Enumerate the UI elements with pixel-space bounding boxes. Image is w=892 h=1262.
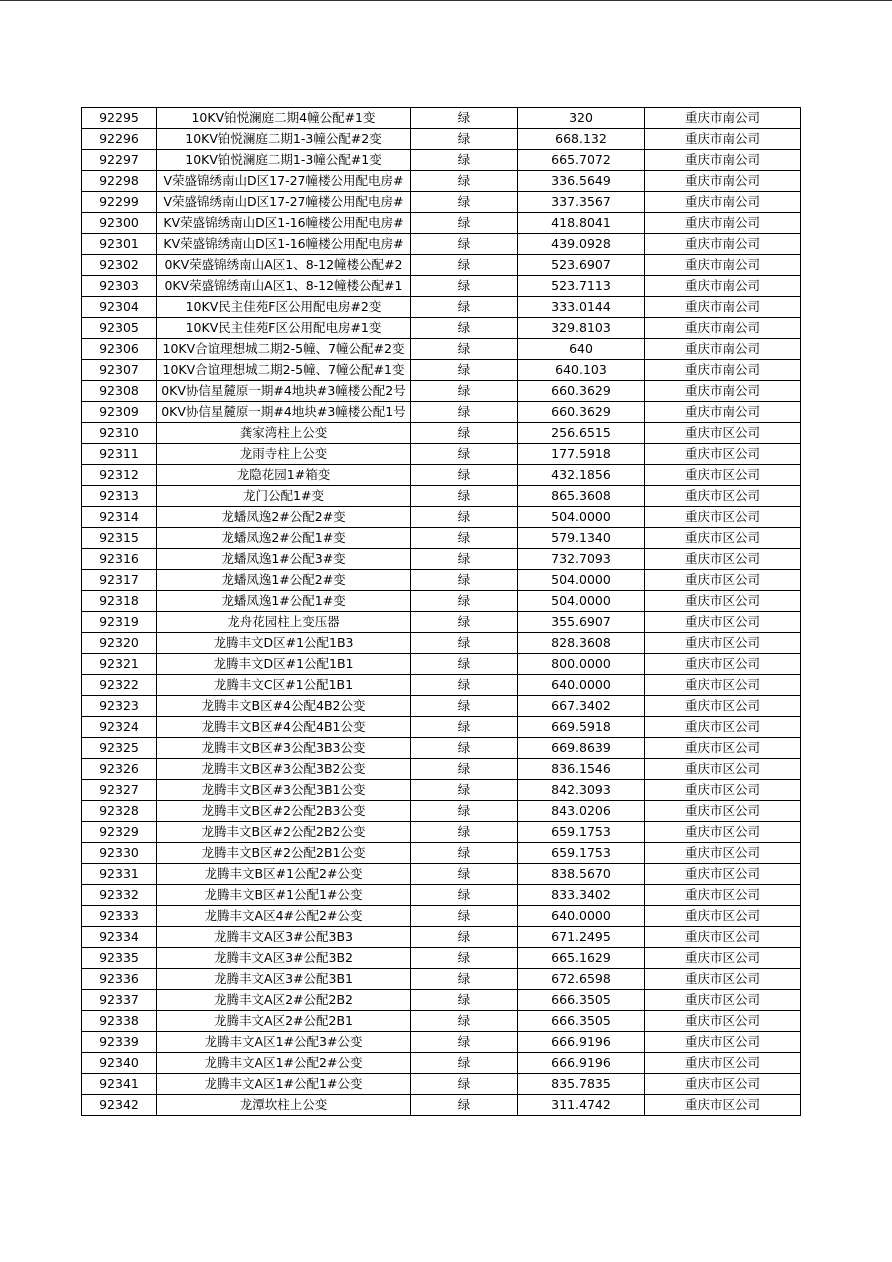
capacity-value-cell: 665.1629 <box>518 948 645 969</box>
capacity-value-cell: 667.3402 <box>518 696 645 717</box>
transformer-name-cell: 0KV荣盛锦绣南山A区1、8-12幢楼公配#1 <box>157 276 411 297</box>
table-row <box>82 213 801 234</box>
status-color-cell: 绿 <box>411 948 518 969</box>
table-row <box>82 381 801 402</box>
status-color-cell: 绿 <box>411 864 518 885</box>
company-cell: 重庆市区公司 <box>645 444 801 465</box>
capacity-value-cell: 504.0000 <box>518 507 645 528</box>
company-cell: 重庆市南公司 <box>645 381 801 402</box>
row-id-cell: 92337 <box>82 990 157 1011</box>
status-color-cell: 绿 <box>411 171 518 192</box>
transformer-name-cell: 10KV铂悦澜庭二期1-3幢公配#1变 <box>157 150 411 171</box>
row-id-cell: 92311 <box>82 444 157 465</box>
transformer-name-cell: V荣盛锦绣南山D区17-27幢楼公用配电房# <box>157 171 411 192</box>
table-row <box>82 717 801 738</box>
row-id-cell: 92313 <box>82 486 157 507</box>
transformer-name-cell: 龙腾丰文D区#1公配1B1 <box>157 654 411 675</box>
table-row <box>82 738 801 759</box>
company-cell: 重庆市区公司 <box>645 969 801 990</box>
row-id-cell: 92332 <box>82 885 157 906</box>
capacity-value-cell: 640.0000 <box>518 906 645 927</box>
status-color-cell: 绿 <box>411 549 518 570</box>
row-id-cell: 92314 <box>82 507 157 528</box>
row-id-cell: 92309 <box>82 402 157 423</box>
transformer-name-cell: 龙雨寺柱上公变 <box>157 444 411 465</box>
row-id-cell: 92342 <box>82 1095 157 1116</box>
row-id-cell: 92305 <box>82 318 157 339</box>
transformer-name-cell: 龙腾丰文A区1#公配1#公变 <box>157 1074 411 1095</box>
capacity-value-cell: 669.8639 <box>518 738 645 759</box>
company-cell: 重庆市区公司 <box>645 864 801 885</box>
status-color-cell: 绿 <box>411 528 518 549</box>
row-id-cell: 92317 <box>82 570 157 591</box>
company-cell: 重庆市区公司 <box>645 675 801 696</box>
capacity-value-cell: 177.5918 <box>518 444 645 465</box>
company-cell: 重庆市区公司 <box>645 1032 801 1053</box>
company-cell: 重庆市区公司 <box>645 1095 801 1116</box>
status-color-cell: 绿 <box>411 717 518 738</box>
row-id-cell: 92307 <box>82 360 157 381</box>
company-cell: 重庆市南公司 <box>645 276 801 297</box>
transformer-name-cell: 龙腾丰文A区1#公配2#公变 <box>157 1053 411 1074</box>
status-color-cell: 绿 <box>411 1011 518 1032</box>
table-row <box>82 780 801 801</box>
status-color-cell: 绿 <box>411 1032 518 1053</box>
transformer-name-cell: 龙腾丰文B区#2公配2B1公变 <box>157 843 411 864</box>
capacity-value-cell: 504.0000 <box>518 591 645 612</box>
transformer-name-cell: 龙腾丰文B区#4公配4B2公变 <box>157 696 411 717</box>
row-id-cell: 92334 <box>82 927 157 948</box>
table-row <box>82 444 801 465</box>
company-cell: 重庆市南公司 <box>645 234 801 255</box>
status-color-cell: 绿 <box>411 465 518 486</box>
status-color-cell: 绿 <box>411 255 518 276</box>
status-color-cell: 绿 <box>411 843 518 864</box>
status-color-cell: 绿 <box>411 780 518 801</box>
row-id-cell: 92303 <box>82 276 157 297</box>
capacity-value-cell: 579.1340 <box>518 528 645 549</box>
company-cell: 重庆市区公司 <box>645 738 801 759</box>
capacity-value-cell: 640 <box>518 339 645 360</box>
table-row <box>82 864 801 885</box>
transformer-name-cell: 龙蟠凤逸1#公配2#变 <box>157 570 411 591</box>
row-id-cell: 92329 <box>82 822 157 843</box>
status-color-cell: 绿 <box>411 822 518 843</box>
status-color-cell: 绿 <box>411 612 518 633</box>
status-color-cell: 绿 <box>411 234 518 255</box>
transformer-name-cell: 10KV合谊理想城二期2-5幢、7幢公配#1变 <box>157 360 411 381</box>
table-row <box>82 885 801 906</box>
table-row <box>82 654 801 675</box>
status-color-cell: 绿 <box>411 318 518 339</box>
row-id-cell: 92295 <box>82 108 157 129</box>
company-cell: 重庆市区公司 <box>645 927 801 948</box>
company-cell: 重庆市区公司 <box>645 507 801 528</box>
capacity-value-cell: 800.0000 <box>518 654 645 675</box>
transformer-name-cell: V荣盛锦绣南山D区17-27幢楼公用配电房# <box>157 192 411 213</box>
company-cell: 重庆市区公司 <box>645 549 801 570</box>
capacity-value-cell: 865.3608 <box>518 486 645 507</box>
table-row <box>82 990 801 1011</box>
row-id-cell: 92341 <box>82 1074 157 1095</box>
row-id-cell: 92315 <box>82 528 157 549</box>
capacity-value-cell: 828.3608 <box>518 633 645 654</box>
status-color-cell: 绿 <box>411 297 518 318</box>
capacity-value-cell: 671.2495 <box>518 927 645 948</box>
company-cell: 重庆市区公司 <box>645 780 801 801</box>
table-row <box>82 360 801 381</box>
status-color-cell: 绿 <box>411 150 518 171</box>
transformer-name-cell: 龙腾丰文A区2#公配2B1 <box>157 1011 411 1032</box>
capacity-value-cell: 640.0000 <box>518 675 645 696</box>
status-color-cell: 绿 <box>411 339 518 360</box>
capacity-value-cell: 669.5918 <box>518 717 645 738</box>
table-row <box>82 129 801 150</box>
transformer-name-cell: 龙腾丰文A区1#公配3#公变 <box>157 1032 411 1053</box>
table-row <box>82 465 801 486</box>
company-cell: 重庆市南公司 <box>645 129 801 150</box>
transformer-name-cell: 0KV荣盛锦绣南山A区1、8-12幢楼公配#2 <box>157 255 411 276</box>
row-id-cell: 92316 <box>82 549 157 570</box>
capacity-value-cell: 355.6907 <box>518 612 645 633</box>
capacity-value-cell: 835.7835 <box>518 1074 645 1095</box>
row-id-cell: 92325 <box>82 738 157 759</box>
transformer-name-cell: 10KV合谊理想城二期2-5幢、7幢公配#2变 <box>157 339 411 360</box>
table-row <box>82 507 801 528</box>
company-cell: 重庆市区公司 <box>645 423 801 444</box>
transformer-name-cell: 10KV铂悦澜庭二期4幢公配#1变 <box>157 108 411 129</box>
company-cell: 重庆市区公司 <box>645 948 801 969</box>
capacity-value-cell: 523.6907 <box>518 255 645 276</box>
transformer-name-cell: 龙腾丰文B区#2公配2B3公变 <box>157 801 411 822</box>
company-cell: 重庆市区公司 <box>645 633 801 654</box>
status-color-cell: 绿 <box>411 360 518 381</box>
transformer-name-cell: KV荣盛锦绣南山D区1-16幢楼公用配电房# <box>157 213 411 234</box>
company-cell: 重庆市区公司 <box>645 465 801 486</box>
company-cell: 重庆市南公司 <box>645 297 801 318</box>
transformer-name-cell: 龙腾丰文A区3#公配3B2 <box>157 948 411 969</box>
status-color-cell: 绿 <box>411 906 518 927</box>
transformer-name-cell: 龙蟠凤逸2#公配2#变 <box>157 507 411 528</box>
table-row <box>82 927 801 948</box>
table-row <box>82 192 801 213</box>
transformer-name-cell: 龙蟠凤逸1#公配1#变 <box>157 591 411 612</box>
company-cell: 重庆市南公司 <box>645 150 801 171</box>
row-id-cell: 92323 <box>82 696 157 717</box>
transformer-name-cell: 龙腾丰文A区2#公配2B2 <box>157 990 411 1011</box>
transformer-name-cell: 龙潭坎柱上公变 <box>157 1095 411 1116</box>
row-id-cell: 92306 <box>82 339 157 360</box>
company-cell: 重庆市区公司 <box>645 570 801 591</box>
status-color-cell: 绿 <box>411 1074 518 1095</box>
capacity-value-cell: 320 <box>518 108 645 129</box>
company-cell: 重庆市区公司 <box>645 843 801 864</box>
capacity-value-cell: 659.1753 <box>518 843 645 864</box>
table-row <box>82 1032 801 1053</box>
row-id-cell: 92339 <box>82 1032 157 1053</box>
row-id-cell: 92299 <box>82 192 157 213</box>
company-cell: 重庆市区公司 <box>645 1011 801 1032</box>
capacity-value-cell: 504.0000 <box>518 570 645 591</box>
transformer-name-cell: 10KV民主佳苑F区公用配电房#2变 <box>157 297 411 318</box>
transformer-name-cell: 龙腾丰文B区#2公配2B2公变 <box>157 822 411 843</box>
table-row <box>82 1011 801 1032</box>
company-cell: 重庆市区公司 <box>645 528 801 549</box>
company-cell: 重庆市区公司 <box>645 885 801 906</box>
table-row <box>82 843 801 864</box>
table-row <box>82 1074 801 1095</box>
transformer-name-cell: 龙腾丰文B区#1公配1#公变 <box>157 885 411 906</box>
company-cell: 重庆市区公司 <box>645 696 801 717</box>
table-row <box>82 612 801 633</box>
company-cell: 重庆市南公司 <box>645 318 801 339</box>
row-id-cell: 92338 <box>82 1011 157 1032</box>
company-cell: 重庆市南公司 <box>645 360 801 381</box>
row-id-cell: 92322 <box>82 675 157 696</box>
transformer-name-cell: 龙腾丰文A区3#公配3B3 <box>157 927 411 948</box>
row-id-cell: 92330 <box>82 843 157 864</box>
transformer-name-cell: 0KV协信星麓原一期#4地块#3幢楼公配1号 <box>157 402 411 423</box>
status-color-cell: 绿 <box>411 108 518 129</box>
capacity-value-cell: 311.4742 <box>518 1095 645 1116</box>
capacity-value-cell: 666.3505 <box>518 1011 645 1032</box>
page-top-rule <box>0 0 892 1</box>
row-id-cell: 92318 <box>82 591 157 612</box>
transformer-name-cell: 龙腾丰文B区#4公配4B1公变 <box>157 717 411 738</box>
row-id-cell: 92324 <box>82 717 157 738</box>
transformer-name-cell: KV荣盛锦绣南山D区1-16幢楼公用配电房# <box>157 234 411 255</box>
status-color-cell: 绿 <box>411 675 518 696</box>
status-color-cell: 绿 <box>411 591 518 612</box>
table-row <box>82 234 801 255</box>
company-cell: 重庆市区公司 <box>645 591 801 612</box>
capacity-value-cell: 842.3093 <box>518 780 645 801</box>
table-row <box>82 1095 801 1116</box>
table-row <box>82 150 801 171</box>
transformer-name-cell: 龙腾丰文B区#3公配3B2公变 <box>157 759 411 780</box>
capacity-value-cell: 672.6598 <box>518 969 645 990</box>
company-cell: 重庆市区公司 <box>645 822 801 843</box>
transformer-name-cell: 龙蟠凤逸2#公配1#变 <box>157 528 411 549</box>
row-id-cell: 92300 <box>82 213 157 234</box>
transformer-name-cell: 10KV民主佳苑F区公用配电房#1变 <box>157 318 411 339</box>
company-cell: 重庆市区公司 <box>645 486 801 507</box>
company-cell: 重庆市区公司 <box>645 759 801 780</box>
status-color-cell: 绿 <box>411 276 518 297</box>
status-color-cell: 绿 <box>411 990 518 1011</box>
capacity-value-cell: 333.0144 <box>518 297 645 318</box>
row-id-cell: 92340 <box>82 1053 157 1074</box>
table-row <box>82 171 801 192</box>
company-cell: 重庆市南公司 <box>645 171 801 192</box>
row-id-cell: 92328 <box>82 801 157 822</box>
row-id-cell: 92327 <box>82 780 157 801</box>
row-id-cell: 92319 <box>82 612 157 633</box>
table-row <box>82 759 801 780</box>
table-row <box>82 948 801 969</box>
capacity-value-cell: 439.0928 <box>518 234 645 255</box>
capacity-value-cell: 336.5649 <box>518 171 645 192</box>
transformer-name-cell: 龚家湾柱上公变 <box>157 423 411 444</box>
status-color-cell: 绿 <box>411 486 518 507</box>
company-cell: 重庆市南公司 <box>645 108 801 129</box>
row-id-cell: 92301 <box>82 234 157 255</box>
table-row <box>82 339 801 360</box>
company-cell: 重庆市南公司 <box>645 213 801 234</box>
transformer-name-cell: 龙腾丰文A区4#公配2#公变 <box>157 906 411 927</box>
company-cell: 重庆市南公司 <box>645 192 801 213</box>
capacity-value-cell: 838.5670 <box>518 864 645 885</box>
row-id-cell: 92333 <box>82 906 157 927</box>
row-id-cell: 92298 <box>82 171 157 192</box>
company-cell: 重庆市区公司 <box>645 1074 801 1095</box>
row-id-cell: 92336 <box>82 969 157 990</box>
status-color-cell: 绿 <box>411 801 518 822</box>
company-cell: 重庆市区公司 <box>645 1053 801 1074</box>
company-cell: 重庆市南公司 <box>645 402 801 423</box>
status-color-cell: 绿 <box>411 654 518 675</box>
transformer-name-cell: 龙隐花园1#箱变 <box>157 465 411 486</box>
row-id-cell: 92296 <box>82 129 157 150</box>
table-row <box>82 591 801 612</box>
status-color-cell: 绿 <box>411 633 518 654</box>
capacity-value-cell: 418.8041 <box>518 213 645 234</box>
table-row <box>82 633 801 654</box>
table-row <box>82 570 801 591</box>
status-color-cell: 绿 <box>411 1095 518 1116</box>
table-row <box>82 801 801 822</box>
row-id-cell: 92335 <box>82 948 157 969</box>
capacity-value-cell: 668.132 <box>518 129 645 150</box>
table-row <box>82 402 801 423</box>
transformer-name-cell: 龙腾丰文D区#1公配1B3 <box>157 633 411 654</box>
capacity-value-cell: 256.6515 <box>518 423 645 444</box>
row-id-cell: 92308 <box>82 381 157 402</box>
capacity-value-cell: 666.9196 <box>518 1053 645 1074</box>
transformer-name-cell: 龙腾丰文C区#1公配1B1 <box>157 675 411 696</box>
table-row <box>82 696 801 717</box>
row-id-cell: 92304 <box>82 297 157 318</box>
status-color-cell: 绿 <box>411 507 518 528</box>
capacity-value-cell: 640.103 <box>518 360 645 381</box>
status-color-cell: 绿 <box>411 402 518 423</box>
company-cell: 重庆市南公司 <box>645 255 801 276</box>
company-cell: 重庆市区公司 <box>645 990 801 1011</box>
transformer-name-cell: 龙舟花园柱上变压器 <box>157 612 411 633</box>
transformer-name-cell: 龙腾丰文A区3#公配3B1 <box>157 969 411 990</box>
table-row <box>82 318 801 339</box>
capacity-value-cell: 660.3629 <box>518 381 645 402</box>
capacity-value-cell: 836.1546 <box>518 759 645 780</box>
capacity-value-cell: 337.3567 <box>518 192 645 213</box>
table-body <box>82 108 801 1116</box>
transformer-name-cell: 10KV铂悦澜庭二期1-3幢公配#2变 <box>157 129 411 150</box>
status-color-cell: 绿 <box>411 696 518 717</box>
table-row <box>82 276 801 297</box>
status-color-cell: 绿 <box>411 381 518 402</box>
transformer-name-cell: 0KV协信星麓原一期#4地块#3幢楼公配2号 <box>157 381 411 402</box>
capacity-value-cell: 660.3629 <box>518 402 645 423</box>
table-row <box>82 675 801 696</box>
table-row <box>82 255 801 276</box>
company-cell: 重庆市区公司 <box>645 906 801 927</box>
table-row <box>82 297 801 318</box>
status-color-cell: 绿 <box>411 927 518 948</box>
company-cell: 重庆市区公司 <box>645 801 801 822</box>
status-color-cell: 绿 <box>411 885 518 906</box>
status-color-cell: 绿 <box>411 969 518 990</box>
status-color-cell: 绿 <box>411 759 518 780</box>
status-color-cell: 绿 <box>411 444 518 465</box>
company-cell: 重庆市区公司 <box>645 717 801 738</box>
status-color-cell: 绿 <box>411 738 518 759</box>
status-color-cell: 绿 <box>411 213 518 234</box>
row-id-cell: 92326 <box>82 759 157 780</box>
table-row <box>82 423 801 444</box>
row-id-cell: 92321 <box>82 654 157 675</box>
transformer-name-cell: 龙腾丰文B区#1公配2#公变 <box>157 864 411 885</box>
status-color-cell: 绿 <box>411 423 518 444</box>
capacity-value-cell: 732.7093 <box>518 549 645 570</box>
table-row <box>82 1053 801 1074</box>
transformer-name-cell: 龙腾丰文B区#3公配3B1公变 <box>157 780 411 801</box>
row-id-cell: 92331 <box>82 864 157 885</box>
transformer-name-cell: 龙门公配1#变 <box>157 486 411 507</box>
status-color-cell: 绿 <box>411 1053 518 1074</box>
company-cell: 重庆市区公司 <box>645 612 801 633</box>
status-color-cell: 绿 <box>411 192 518 213</box>
capacity-value-cell: 833.3402 <box>518 885 645 906</box>
table-row <box>82 549 801 570</box>
transformer-name-cell: 龙腾丰文B区#3公配3B3公变 <box>157 738 411 759</box>
capacity-value-cell: 659.1753 <box>518 822 645 843</box>
capacity-value-cell: 666.3505 <box>518 990 645 1011</box>
row-id-cell: 92310 <box>82 423 157 444</box>
table-row <box>82 528 801 549</box>
capacity-value-cell: 329.8103 <box>518 318 645 339</box>
company-cell: 重庆市区公司 <box>645 654 801 675</box>
row-id-cell: 92297 <box>82 150 157 171</box>
table-row <box>82 969 801 990</box>
data-table <box>81 107 801 1116</box>
table-row <box>82 108 801 129</box>
row-id-cell: 92320 <box>82 633 157 654</box>
table-row <box>82 822 801 843</box>
table-row <box>82 486 801 507</box>
status-color-cell: 绿 <box>411 129 518 150</box>
company-cell: 重庆市南公司 <box>645 339 801 360</box>
row-id-cell: 92312 <box>82 465 157 486</box>
capacity-value-cell: 665.7072 <box>518 150 645 171</box>
status-color-cell: 绿 <box>411 570 518 591</box>
table-row <box>82 906 801 927</box>
capacity-value-cell: 843.0206 <box>518 801 645 822</box>
capacity-value-cell: 666.9196 <box>518 1032 645 1053</box>
row-id-cell: 92302 <box>82 255 157 276</box>
capacity-value-cell: 432.1856 <box>518 465 645 486</box>
transformer-name-cell: 龙蟠凤逸1#公配3#变 <box>157 549 411 570</box>
capacity-value-cell: 523.7113 <box>518 276 645 297</box>
